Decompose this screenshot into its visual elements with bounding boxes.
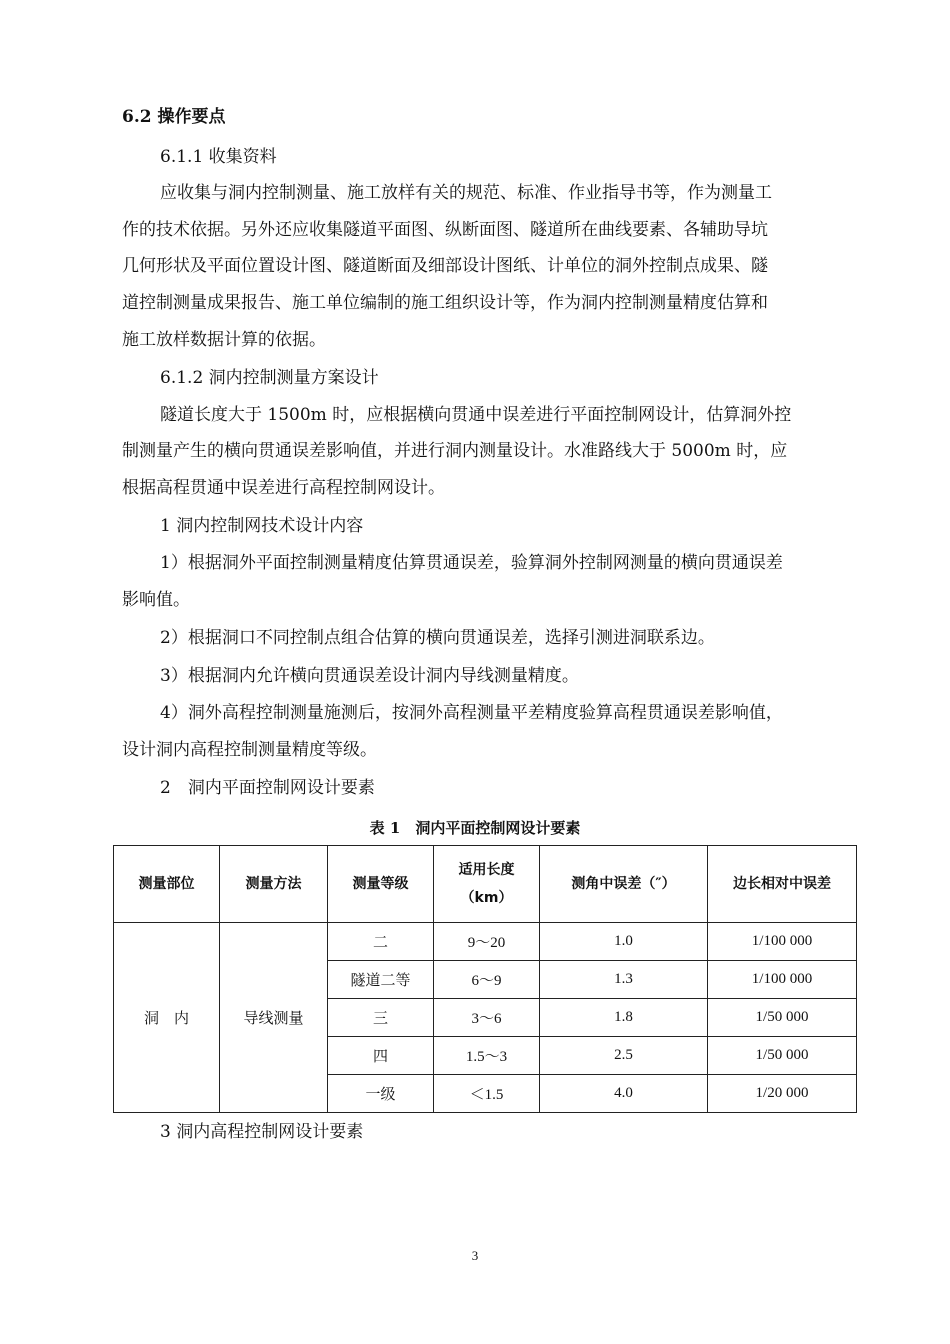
- subsection-title-611: 6.1.1 收集资料: [160, 147, 277, 167]
- cell-side: 1/50 000: [708, 999, 857, 1037]
- subsection-title-612: 6.1.2 洞内控制测量方案设计: [160, 368, 379, 388]
- paragraph-line: 应收集与洞内控制测量、施工放样有关的规范、标准、作业指导书等，作为测量工: [160, 183, 772, 203]
- cell-angle: 4.0: [540, 1075, 708, 1113]
- header-length-unit: （km）: [460, 890, 513, 906]
- paragraph-line: 作的技术依据。另外还应收集隧道平面图、纵断面图、隧道所在曲线要素、各辅助导坑: [122, 220, 768, 240]
- table-row: [114, 923, 857, 961]
- cell-length: 9～20: [434, 923, 540, 961]
- header-length-label: 适用长度: [458, 862, 515, 878]
- header-grade: 测量等级: [328, 846, 434, 923]
- paragraph-line: 施工放样数据计算的依据。: [122, 330, 326, 350]
- paragraph-line: 制测量产生的横向贯通误差影响值，并进行洞内测量设计。水准路线大于 5000m 时，应: [122, 441, 788, 461]
- header-method: 测量方法: [220, 846, 328, 923]
- cell-part: 洞 内: [114, 923, 220, 1113]
- page-number: 3: [471, 1248, 479, 1263]
- control-network-table: [113, 845, 857, 1113]
- cell-method: 导线测量: [220, 923, 328, 1113]
- cell-side: 1/20 000: [708, 1075, 857, 1113]
- cell-length: ＜1.5: [434, 1075, 540, 1113]
- cell-angle: 1.3: [540, 961, 708, 999]
- paragraph-line: 道控制测量成果报告、施工单位编制的施工组织设计等，作为洞内控制测量精度估算和: [122, 293, 768, 313]
- paragraph-line: 几何形状及平面位置设计图、隧道断面及细部设计图纸、计单位的洞外控制点成果、隧: [122, 256, 768, 276]
- cell-side: 1/50 000: [708, 1037, 857, 1075]
- paragraph-line: 隧道长度大于 1500m 时，应根据横向贯通中误差进行平面控制网设计，估算洞外控: [160, 405, 792, 425]
- cell-angle: 2.5: [540, 1037, 708, 1075]
- cell-grade: 二: [328, 923, 434, 961]
- header-part: 测量部位: [114, 846, 220, 923]
- item-1-1-line: 1）根据洞外平面控制测量精度估算贯通误差，验算洞外控制网测量的横向贯通误差: [160, 553, 783, 573]
- table-caption: 表 1 洞内平面控制网设计要素: [369, 819, 581, 837]
- table-header-row: [114, 846, 857, 923]
- cell-angle: 1.8: [540, 999, 708, 1037]
- cell-grade: 三: [328, 999, 434, 1037]
- item-3-title: 3 洞内高程控制网设计要素: [160, 1122, 364, 1142]
- item-1-1-line: 影响值。: [122, 590, 190, 610]
- cell-length: 6～9: [434, 961, 540, 999]
- cell-side: 1/100 000: [708, 961, 857, 999]
- header-length: [434, 846, 540, 923]
- item-1-4-line: 设计洞内高程控制测量精度等级。: [122, 740, 377, 760]
- item-1-4-line: 4）洞外高程控制测量施测后，按洞外高程测量平差精度验算高程贯通误差影响值，: [160, 703, 783, 723]
- header-side: 边长相对中误差: [708, 846, 857, 923]
- header-angle: 测角中误差（″）: [540, 846, 708, 923]
- item-1-title: 1 洞内控制网技术设计内容: [160, 516, 364, 536]
- section-heading: 6.2 操作要点: [122, 107, 226, 127]
- paragraph-line: 根据高程贯通中误差进行高程控制网设计。: [122, 478, 445, 498]
- item-1-3: 3）根据洞内允许横向贯通误差设计洞内导线测量精度。: [160, 666, 579, 686]
- item-1-2: 2）根据洞口不同控制点组合估算的横向贯通误差，选择引测进洞联系边。: [160, 628, 715, 648]
- cell-angle: 1.0: [540, 923, 708, 961]
- cell-grade: 四: [328, 1037, 434, 1075]
- item-2-title: 2 洞内平面控制网设计要素: [160, 778, 375, 798]
- cell-grade: 隧道二等: [328, 961, 434, 999]
- cell-length: 3～6: [434, 999, 540, 1037]
- cell-grade: 一级: [328, 1075, 434, 1113]
- cell-side: 1/100 000: [708, 923, 857, 961]
- cell-length: 1.5～3: [434, 1037, 540, 1075]
